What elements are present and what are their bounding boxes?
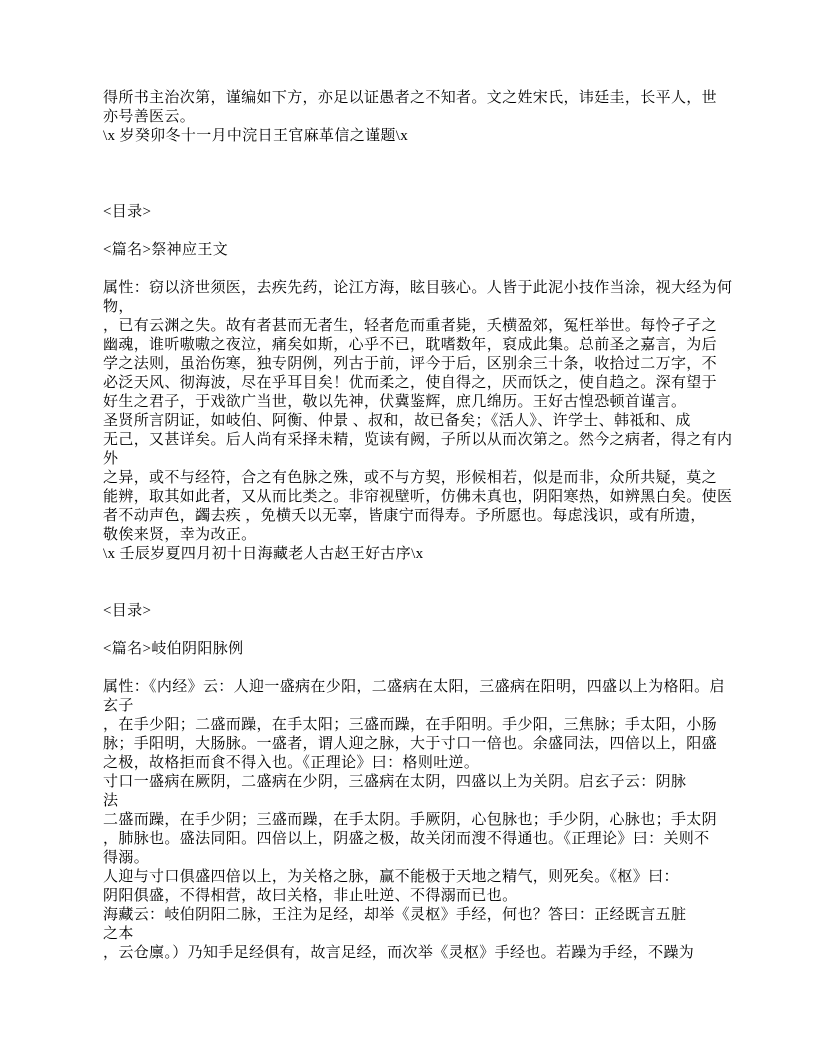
text-line: 法 (103, 793, 119, 809)
text-line: 得溺。 (103, 850, 150, 866)
text-line: 物， (103, 299, 134, 315)
text-line: 阴阳俱盛，不得相营，故曰关格，非止吐逆、不得溺而已也。 (103, 888, 518, 904)
text-line: 敬俟来贤，幸为改正。 (103, 527, 257, 543)
text-line: 学之法则，虽治伤寒，独专阴例，列古于前，评今于后，区别余三十条，收拾过二万字，不 (103, 356, 718, 372)
text-line (103, 583, 743, 602)
text-line (103, 564, 743, 583)
text-line: \x 岁癸卯冬十一月中浣日王官麻革信之谨题\x (103, 128, 409, 144)
text-line: 脉；手阳明，大肠脉。一盛者，谓人迎之脉，大于寸口一倍也。余盛同法，四倍以上，阳盛 (103, 736, 718, 752)
text-line: 之本 (103, 926, 134, 942)
text-line: 玄子 (103, 698, 134, 714)
text-line: 者不动声色，蠲去疾 ，免横夭以无辜，皆康宁而得寿。予所愿也。每虑浅识，或有所遗， (103, 508, 706, 524)
text-line: \x 壬辰岁夏四月初十日海藏老人古赵王好古序\x (103, 546, 424, 562)
text-line: 属性：窃以济世须医，去疾先药，论江方海，眩目骇心。人皆于此泥小技作当涂，视大经为何 (103, 280, 733, 296)
text-line: 幽魂，谁听嗷嗷之夜泣，痛矣如斯，心乎不已，耽嗜数年，裒成此集。总前圣之嘉言，为后 (103, 337, 718, 353)
text-line: 无己，又甚详矣。后人尚有采择未精，览读有阙，子所以从而次第之。然今之病者，得之有内 (103, 432, 733, 448)
text-line (103, 621, 743, 640)
text-line: 之极，故格拒而食不得入也。《正理论》曰：格则吐逆。 (103, 755, 480, 771)
text-line: 必泛天风、彻海波，尽在乎耳目矣！优而柔之，使自得之，厌而饫之，使自趋之。深有望于 (103, 375, 718, 391)
text-line: ，已有云渊之失。故有者甚而无者生，轻者危而重者毙，夭横盈郊，冤枉举世。每怜孑孑之 (103, 318, 718, 334)
text-line: 得所书主治次第，谨编如下方，亦足以证愚者之不知者。文之姓宋氏，讳廷圭，长平人，世 (103, 90, 718, 106)
text-line: <篇名>岐伯阴阳脉例 (103, 641, 244, 657)
text-line: <篇名>祭神应王文 (103, 242, 229, 258)
text-line: 海藏云：岐伯阴阳二脉，王注为足经，却举《灵枢》手经，何也？答曰：正经既言五脏 (103, 907, 687, 923)
text-line: <目录> (103, 603, 152, 619)
text-line (103, 165, 743, 184)
text-line: 之异，或不与经符，合之有色脉之殊，或不与方契，形候相若，似是而非，众所共疑，莫之 (103, 470, 718, 486)
text-line: 属性：《内经》云：人迎一盛病在少阳，二盛病在太阳，三盛病在阳明，四盛以上为格阳。启 (103, 679, 725, 695)
document-text (103, 89, 743, 963)
text-line: ，在手少阳；二盛而躁，在手太阳；三盛而躁，在手阳明。手少阳，三焦脉；手太阳，小肠 (103, 717, 718, 733)
text-line: 圣贤所言阴证，如岐伯、阿衡、仲景 、叔和，故已备矣；《活人》、许学士、韩祗和、成 (103, 413, 691, 429)
text-line: 能辨，取其如此者，又从而比类之。非帘视壁听，仿佛未真也，阴阳寒热，如辨黑白矣。使医 (103, 489, 733, 505)
text-line (103, 260, 743, 279)
text-line (103, 184, 743, 203)
text-line (103, 222, 743, 241)
text-line (103, 659, 743, 678)
text-line: 好生之君子，于戏欲广当世，敬以先神，伏冀鉴辉，庶几绵历。王好古惶恐顿首谨言。 (103, 394, 687, 410)
text-line (103, 146, 743, 165)
text-line: <目录> (103, 204, 152, 220)
text-line: ，肺脉也。盛法同阳。四倍以上，阴盛之极，故关闭而溲不得通也。《正理论》曰：关则不 (103, 831, 710, 847)
text-line: 亦号善医云。 (103, 109, 196, 125)
text-line: 外 (103, 451, 119, 467)
text-line: 人迎与寸口俱盛四倍以上，为关格之脉，赢不能极于天地之精气，则死矣。《枢》曰： (103, 869, 679, 885)
text-line: 二盛而躁，在手少阴；三盛而躁，在手太阴。手厥阴，心包脉也；手少阴，心脉也；手太阴 (103, 812, 718, 828)
text-line: ，云仓廪。）乃知手足经俱有，故言足经，而次举《灵枢》手经也。若躁为手经，不躁为 (103, 945, 695, 961)
text-line: 寸口一盛病在厥阴，二盛病在少阴，三盛病在太阴，四盛以上为关阴。启玄子云：阴脉 (103, 774, 687, 790)
